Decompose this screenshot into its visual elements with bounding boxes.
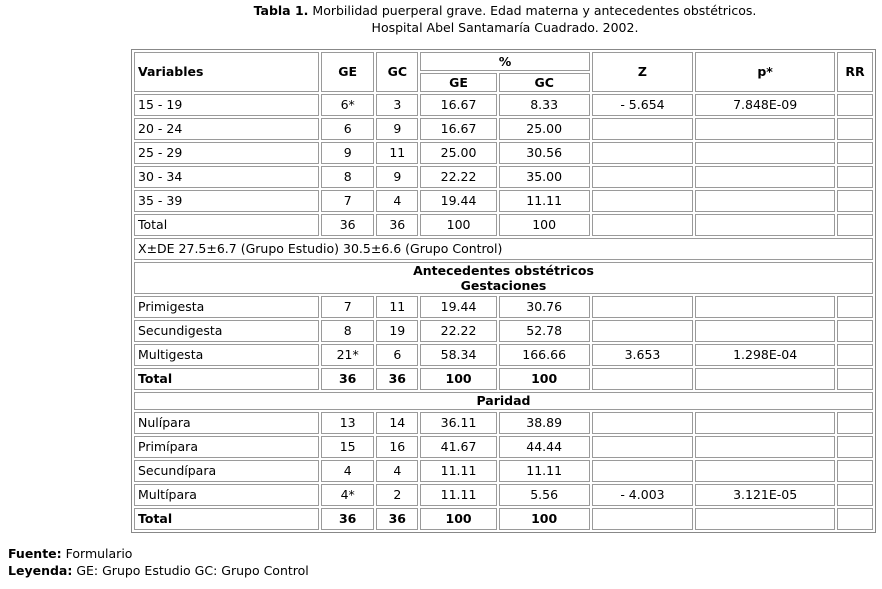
table-cell: 11 <box>376 296 418 318</box>
gest-rows <box>134 296 873 366</box>
caption-subtitle: Hospital Abel Santamaría Cuadrado. 2002. <box>371 20 639 35</box>
table-cell: Nulípara <box>134 412 319 434</box>
source-note <box>8 545 132 562</box>
table-cell: 9 <box>376 118 418 140</box>
table-cell: Total <box>134 214 319 236</box>
caption-label: Tabla 1. <box>253 3 309 18</box>
table-cell: 21* <box>321 344 374 366</box>
header-row <box>134 52 873 71</box>
table-cell: 22.22 <box>420 320 496 342</box>
table-cell: Multípara <box>134 484 319 506</box>
table-cell <box>837 412 873 434</box>
section-paridad: Paridad <box>134 392 873 410</box>
legend-value: GE: Grupo Estudio GC: Grupo Control <box>76 563 309 578</box>
table-row <box>134 484 873 506</box>
section-gestaciones-title: Gestaciones <box>460 278 547 293</box>
table-cell <box>695 166 835 188</box>
table-cell: 36 <box>321 368 374 390</box>
table-cell: 16.67 <box>420 94 496 116</box>
header-percent: % <box>420 52 589 71</box>
table-row <box>134 412 873 434</box>
section-obstetric-row <box>134 262 873 294</box>
table-cell: Multigesta <box>134 344 319 366</box>
header-variables: Variables <box>134 52 319 92</box>
table-cell: 4 <box>376 190 418 212</box>
table-cell: - 5.654 <box>592 94 694 116</box>
table-cell: 36 <box>376 508 418 530</box>
table-cell: 9 <box>376 166 418 188</box>
source-value: Formulario <box>65 546 133 561</box>
table-cell <box>837 484 873 506</box>
table-cell: 4* <box>321 484 374 506</box>
age-rows <box>134 94 873 236</box>
table-caption <box>130 2 880 36</box>
table-cell <box>695 214 835 236</box>
table-cell: 11.11 <box>420 484 496 506</box>
table-cell: 4 <box>376 460 418 482</box>
table-cell <box>695 118 835 140</box>
table-cell: 36 <box>376 368 418 390</box>
table-cell: 3.653 <box>592 344 694 366</box>
table-cell: 2 <box>376 484 418 506</box>
table-cell <box>837 94 873 116</box>
table-cell: 8 <box>321 320 374 342</box>
table-cell: 25.00 <box>499 118 590 140</box>
table-cell: 5.56 <box>499 484 590 506</box>
par-total-row <box>134 508 873 530</box>
table-cell: 30.76 <box>499 296 590 318</box>
table-cell: 100 <box>420 214 496 236</box>
table-cell <box>592 214 694 236</box>
table-cell <box>592 190 694 212</box>
table-cell <box>592 118 694 140</box>
table-cell: 19.44 <box>420 190 496 212</box>
table-cell <box>592 412 694 434</box>
table-cell: Primigesta <box>134 296 319 318</box>
table-cell: 20 - 24 <box>134 118 319 140</box>
table-cell: 3 <box>376 94 418 116</box>
table-cell: 6* <box>321 94 374 116</box>
section-paridad-row <box>134 392 873 410</box>
table-cell: 1.298E-04 <box>695 344 835 366</box>
table-cell: 6 <box>376 344 418 366</box>
caption-title: Morbilidad puerperal grave. Edad materna y antecedentes obstétricos. <box>312 3 757 18</box>
table-cell: 7 <box>321 296 374 318</box>
table-cell <box>837 368 873 390</box>
table-cell <box>592 508 694 530</box>
table-cell: 8.33 <box>499 94 590 116</box>
table-cell: 25.00 <box>420 142 496 164</box>
table-cell <box>837 344 873 366</box>
table-row <box>134 296 873 318</box>
table-cell: Total <box>134 368 319 390</box>
table-cell: 30.56 <box>499 142 590 164</box>
table-cell <box>837 296 873 318</box>
table-cell: Total <box>134 508 319 530</box>
table-cell: 100 <box>499 368 590 390</box>
table-cell <box>837 166 873 188</box>
table-cell <box>837 320 873 342</box>
table-row <box>134 142 873 164</box>
table-cell <box>592 460 694 482</box>
table-cell: 19.44 <box>420 296 496 318</box>
table-cell: 7 <box>321 190 374 212</box>
age-note: X±DE 27.5±6.7 (Grupo Estudio) 30.5±6.6 (Grupo Control) <box>134 238 873 260</box>
table-cell <box>695 142 835 164</box>
table-cell <box>592 368 694 390</box>
table-cell: 36 <box>376 214 418 236</box>
table-cell <box>837 508 873 530</box>
table-cell <box>695 460 835 482</box>
table-cell: 4 <box>321 460 374 482</box>
table-cell <box>592 436 694 458</box>
table-cell: 11 <box>376 142 418 164</box>
table-cell: 25 - 29 <box>134 142 319 164</box>
table-cell: Primípara <box>134 436 319 458</box>
table-row <box>134 460 873 482</box>
header-pct-ge: GE <box>420 73 496 92</box>
table-cell: 6 <box>321 118 374 140</box>
table-cell: 166.66 <box>499 344 590 366</box>
header-ge: GE <box>321 52 374 92</box>
table-cell: 14 <box>376 412 418 434</box>
table-cell <box>592 166 694 188</box>
table-row <box>134 118 873 140</box>
table-cell: 7.848E-09 <box>695 94 835 116</box>
table-cell: 100 <box>499 214 590 236</box>
table-cell: Secundípara <box>134 460 319 482</box>
table-cell: 30 - 34 <box>134 166 319 188</box>
header-gc: GC <box>376 52 418 92</box>
table-cell: 36.11 <box>420 412 496 434</box>
table-cell: 11.11 <box>499 460 590 482</box>
table-cell: 100 <box>420 508 496 530</box>
table-cell <box>695 412 835 434</box>
table-cell: 13 <box>321 412 374 434</box>
table-cell: 16.67 <box>420 118 496 140</box>
table-cell: 36 <box>321 214 374 236</box>
table-row <box>134 320 873 342</box>
table-cell <box>837 190 873 212</box>
table-cell: 41.67 <box>420 436 496 458</box>
table-cell: 16 <box>376 436 418 458</box>
table-cell: 8 <box>321 166 374 188</box>
table-cell: 11.11 <box>420 460 496 482</box>
age-note-row <box>134 238 873 260</box>
table-cell <box>695 320 835 342</box>
table-cell: 15 <box>321 436 374 458</box>
table-cell <box>592 320 694 342</box>
header-pct-gc: GC <box>499 73 590 92</box>
table-cell <box>695 296 835 318</box>
header-rr: RR <box>837 52 873 92</box>
table-cell: 36 <box>321 508 374 530</box>
table-row <box>134 214 873 236</box>
table-cell <box>837 460 873 482</box>
table-cell <box>695 508 835 530</box>
table-cell <box>837 436 873 458</box>
gest-total-row <box>134 368 873 390</box>
table-cell: 100 <box>420 368 496 390</box>
table-cell: 38.89 <box>499 412 590 434</box>
table-cell <box>695 190 835 212</box>
table-cell: 19 <box>376 320 418 342</box>
table-cell: - 4.003 <box>592 484 694 506</box>
source-label: Fuente: <box>8 546 62 561</box>
table-cell <box>837 214 873 236</box>
table-cell <box>695 368 835 390</box>
table-cell: 15 - 19 <box>134 94 319 116</box>
table-cell <box>837 142 873 164</box>
legend-note <box>8 562 309 579</box>
table-cell: 11.11 <box>499 190 590 212</box>
table-cell: 35.00 <box>499 166 590 188</box>
table-row <box>134 436 873 458</box>
table-row <box>134 94 873 116</box>
header-p: p* <box>695 52 835 92</box>
table-cell: 58.34 <box>420 344 496 366</box>
table-cell: 100 <box>499 508 590 530</box>
table-cell: 35 - 39 <box>134 190 319 212</box>
legend-label: Leyenda: <box>8 563 73 578</box>
table-cell <box>592 296 694 318</box>
table-cell <box>837 118 873 140</box>
table-cell: 52.78 <box>499 320 590 342</box>
section-obstetric <box>134 262 873 294</box>
data-table <box>131 49 876 533</box>
table-row <box>134 166 873 188</box>
table-cell: 9 <box>321 142 374 164</box>
par-rows <box>134 412 873 506</box>
table-cell <box>695 436 835 458</box>
table-row <box>134 190 873 212</box>
table-cell <box>592 142 694 164</box>
table-cell: Secundigesta <box>134 320 319 342</box>
section-obstetric-title: Antecedentes obstétricos <box>413 263 594 278</box>
table-cell: 3.121E-05 <box>695 484 835 506</box>
table-cell: 44.44 <box>499 436 590 458</box>
table-row <box>134 344 873 366</box>
header-z: Z <box>592 52 694 92</box>
table-cell: 22.22 <box>420 166 496 188</box>
